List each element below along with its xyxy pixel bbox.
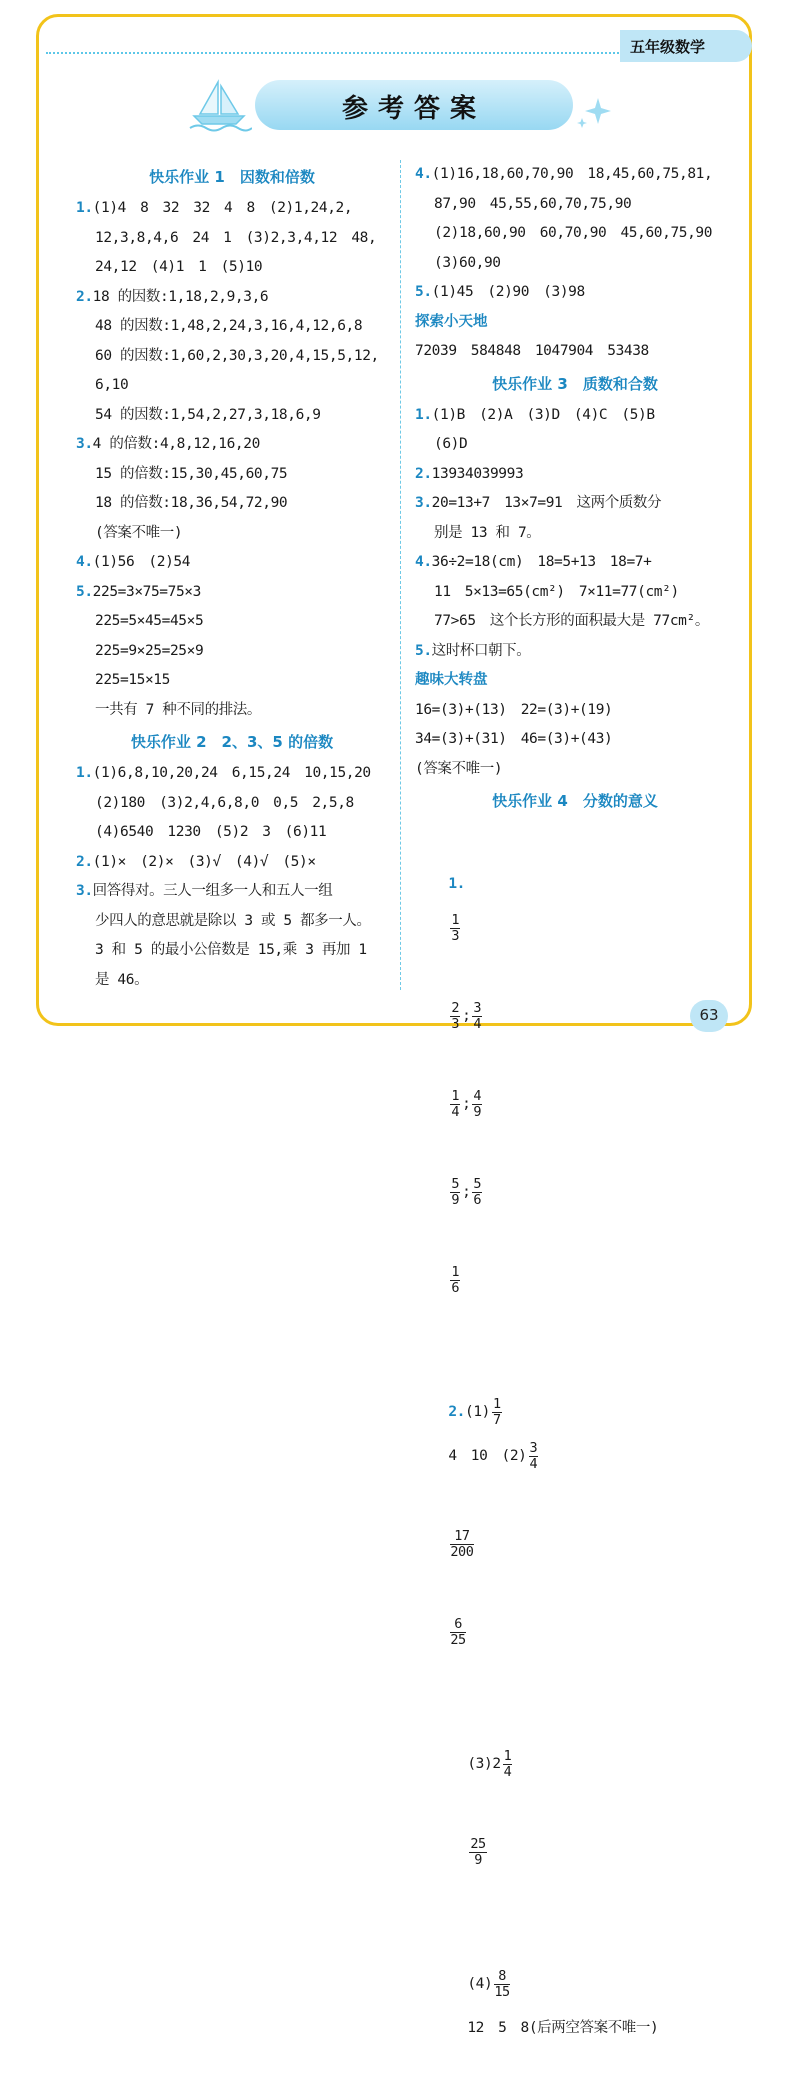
question-number: 4. <box>76 554 93 570</box>
answer-line: 18 的倍数:18,36,54,72,90 <box>95 495 288 511</box>
answer-line: 16=(3)+(13) 22=(3)+(19) <box>415 701 613 718</box>
answer-line: 6,10 <box>95 377 129 393</box>
answer-line: 5.(1)45 (2)90 (3)98 <box>415 284 585 300</box>
page-number: 63 <box>699 1006 719 1024</box>
fraction: $\frac{1}{4}$ <box>503 1747 512 1780</box>
fraction: $\frac{17}{200}$ <box>450 1527 474 1560</box>
answer-line: 77>65 这个长方形的面积最大是 77cm²。 <box>434 613 709 629</box>
question-number: 2. <box>76 853 93 870</box>
right-column <box>415 160 735 2088</box>
column-divider <box>400 160 401 990</box>
left-column <box>76 160 388 995</box>
question-number: 1. <box>415 406 432 423</box>
answer-line: 5.225=3×75=75×3 <box>76 583 201 600</box>
fraction-answer-line: (3)2 $\frac{1}{4}$ $\frac{25}{9}$ <box>467 1747 512 1868</box>
answer-line: 60 的因数:1,60,2,30,3,20,4,15,5,12, <box>95 347 379 364</box>
fraction: $\frac{8}{15}$ <box>494 1967 510 2000</box>
fraction: $\frac{1}{3}$ <box>451 911 460 944</box>
answer-line: 34=(3)+(31) 46=(3)+(43) <box>415 731 613 747</box>
subsection-title: 趣味大转盘 <box>415 672 488 688</box>
fraction-answer-line: (4) $\frac{8}{15}$ 12 5 8(后两空答案不唯一) <box>467 1967 659 2036</box>
question-number: 3. <box>76 883 93 899</box>
answer-line: 11 5×13=65(cm²) 7×11=77(cm²) <box>434 583 679 600</box>
fraction: $\frac{5}{6}$ <box>473 1175 482 1208</box>
answer-line: (2)18,60,90 60,70,90 45,60,75,90 <box>434 225 713 241</box>
question-number: 2. <box>448 1404 465 1420</box>
answer-line: (4)6540 1230 (5)2 3 (6)11 <box>95 824 327 840</box>
answer-line: 2.13934039993 <box>415 465 524 482</box>
header-dotted-line <box>46 52 666 54</box>
fraction: $\frac{2}{3}$ <box>451 999 460 1032</box>
sparkle-icon <box>574 96 614 130</box>
answer-line: 2.18 的因数:1,18,2,9,3,6 <box>76 288 269 305</box>
question-number: 5. <box>76 583 93 600</box>
answer-line: 225=15×15 <box>95 672 170 688</box>
fraction: $\frac{25}{9}$ <box>470 1835 486 1868</box>
fraction: $\frac{4}{9}$ <box>473 1087 482 1120</box>
answer-line: (答案不唯一) <box>95 524 183 541</box>
fraction: $\frac{6}{25}$ <box>450 1615 466 1648</box>
fraction: $\frac{3}{4}$ <box>473 999 482 1032</box>
answer-line: 15 的倍数:15,30,45,60,75 <box>95 465 288 482</box>
grade-label: 五年级数学 <box>630 38 706 56</box>
question-number: 3. <box>415 495 432 511</box>
answer-line: 3.4 的倍数:4,8,12,16,20 <box>76 436 260 452</box>
question-number: 2. <box>76 288 93 305</box>
answer-line: 1.(1)B (2)A (3)D (4)C (5)B <box>415 406 655 423</box>
answer-line: 225=5×45=45×5 <box>95 613 204 629</box>
answer-line: (6)D <box>434 436 468 452</box>
question-number: 2. <box>415 465 432 482</box>
fraction-answer-line: 2.(1) $\frac{1}{7}$ 4 10 (2) $\frac{3}{4}$ $\frac{17}{200}$ $\frac{6}{25}$ <box>448 1395 538 1648</box>
answer-banner <box>255 80 573 130</box>
answer-line: 2.(1)× (2)× (3)√ (4)√ (5)× <box>76 853 316 870</box>
question-number: 3. <box>76 436 93 452</box>
fraction: $\frac{1}{6}$ <box>451 1263 460 1296</box>
answer-line: 72039 584848 1047904 53438 <box>415 343 649 359</box>
answer-line: 4.(1)56 (2)54 <box>76 554 191 570</box>
answer-line: 3.回答得对。三人一组多一人和五人一组 <box>76 883 333 899</box>
answer-line: 24,12 (4)1 1 (5)10 <box>95 259 263 275</box>
section-title: 快乐作业 1 因数和倍数 <box>149 168 315 186</box>
banner-title: 参考答案 <box>341 94 486 124</box>
fraction: $\frac{1}{4}$ <box>451 1087 460 1120</box>
answer-line: 5.这时杯口朝下。 <box>415 642 531 659</box>
section-title: 快乐作业 3 质数和合数 <box>492 374 658 393</box>
page-number-badge <box>690 1000 728 1032</box>
question-number: 1. <box>76 765 93 781</box>
fraction: $\frac{1}{7}$ <box>493 1395 501 1428</box>
question-number: 1. <box>76 200 93 216</box>
answer-line: 别是 13 和 7。 <box>434 524 541 541</box>
question-number: 5. <box>415 284 432 300</box>
question-number: 5. <box>415 642 432 659</box>
question-number: 4. <box>415 166 432 182</box>
fraction: $\frac{3}{4}$ <box>529 1439 538 1472</box>
answer-line: 是 46。 <box>95 971 149 988</box>
answer-line: 3.20=13+7 13×7=91 这两个质数分 <box>415 495 662 511</box>
answer-line: 4.(1)16,18,60,70,90 18,45,60,75,81, <box>415 166 713 182</box>
boat-icon <box>188 76 252 132</box>
answer-line: 3 和 5 的最小公倍数是 15,乘 3 再加 1 <box>95 942 367 958</box>
grade-tab <box>620 30 752 62</box>
fraction-answer-line: 1. $\frac{1}{3}$ $\frac{2}{3}$ ; $\frac{3}{4}$ $\frac{1}{4}$ ; $\frac{4}{9}$ $\frac{5}{9}$ ; $\frac{5}{6}$ $\frac{1}{6}$ <box>448 876 482 1296</box>
answer-line: 48 的因数:1,48,2,24,3,16,4,12,6,8 <box>95 318 363 334</box>
answer-line: 一共有 7 种不同的排法。 <box>95 701 261 718</box>
question-number: 4. <box>415 554 432 570</box>
question-number: 1. <box>448 876 465 892</box>
section-title: 快乐作业 2 2、3、5 的倍数 <box>130 733 334 751</box>
answer-line: 1.(1)4 8 32 32 4 8 (2)1,24,2, <box>76 200 353 216</box>
answer-line: 54 的因数:1,54,2,27,3,18,6,9 <box>95 406 321 423</box>
answer-line: (答案不唯一) <box>415 760 503 777</box>
answer-line: 1.(1)6,8,10,20,24 6,15,24 10,15,20 <box>76 765 371 781</box>
fraction: $\frac{5}{9}$ <box>451 1175 460 1208</box>
answer-line: 87,90 45,55,60,70,75,90 <box>434 195 632 212</box>
answer-line: 225=9×25=25×9 <box>95 642 204 659</box>
answer-line: 12,3,8,4,6 24 1 (3)2,3,4,12 48, <box>95 229 377 246</box>
answer-line: (3)60,90 <box>434 254 501 271</box>
answer-line: 少四人的意思就是除以 3 或 5 都多一人。 <box>95 912 371 929</box>
answer-line: 4.36÷2=18(cm) 18=5+13 18=7+ <box>415 554 652 570</box>
section-title: 快乐作业 4 分数的意义 <box>492 792 658 810</box>
answer-line: (2)180 (3)2,4,6,8,0 0,5 2,5,8 <box>95 794 354 811</box>
subsection-title: 探索小天地 <box>415 313 488 330</box>
